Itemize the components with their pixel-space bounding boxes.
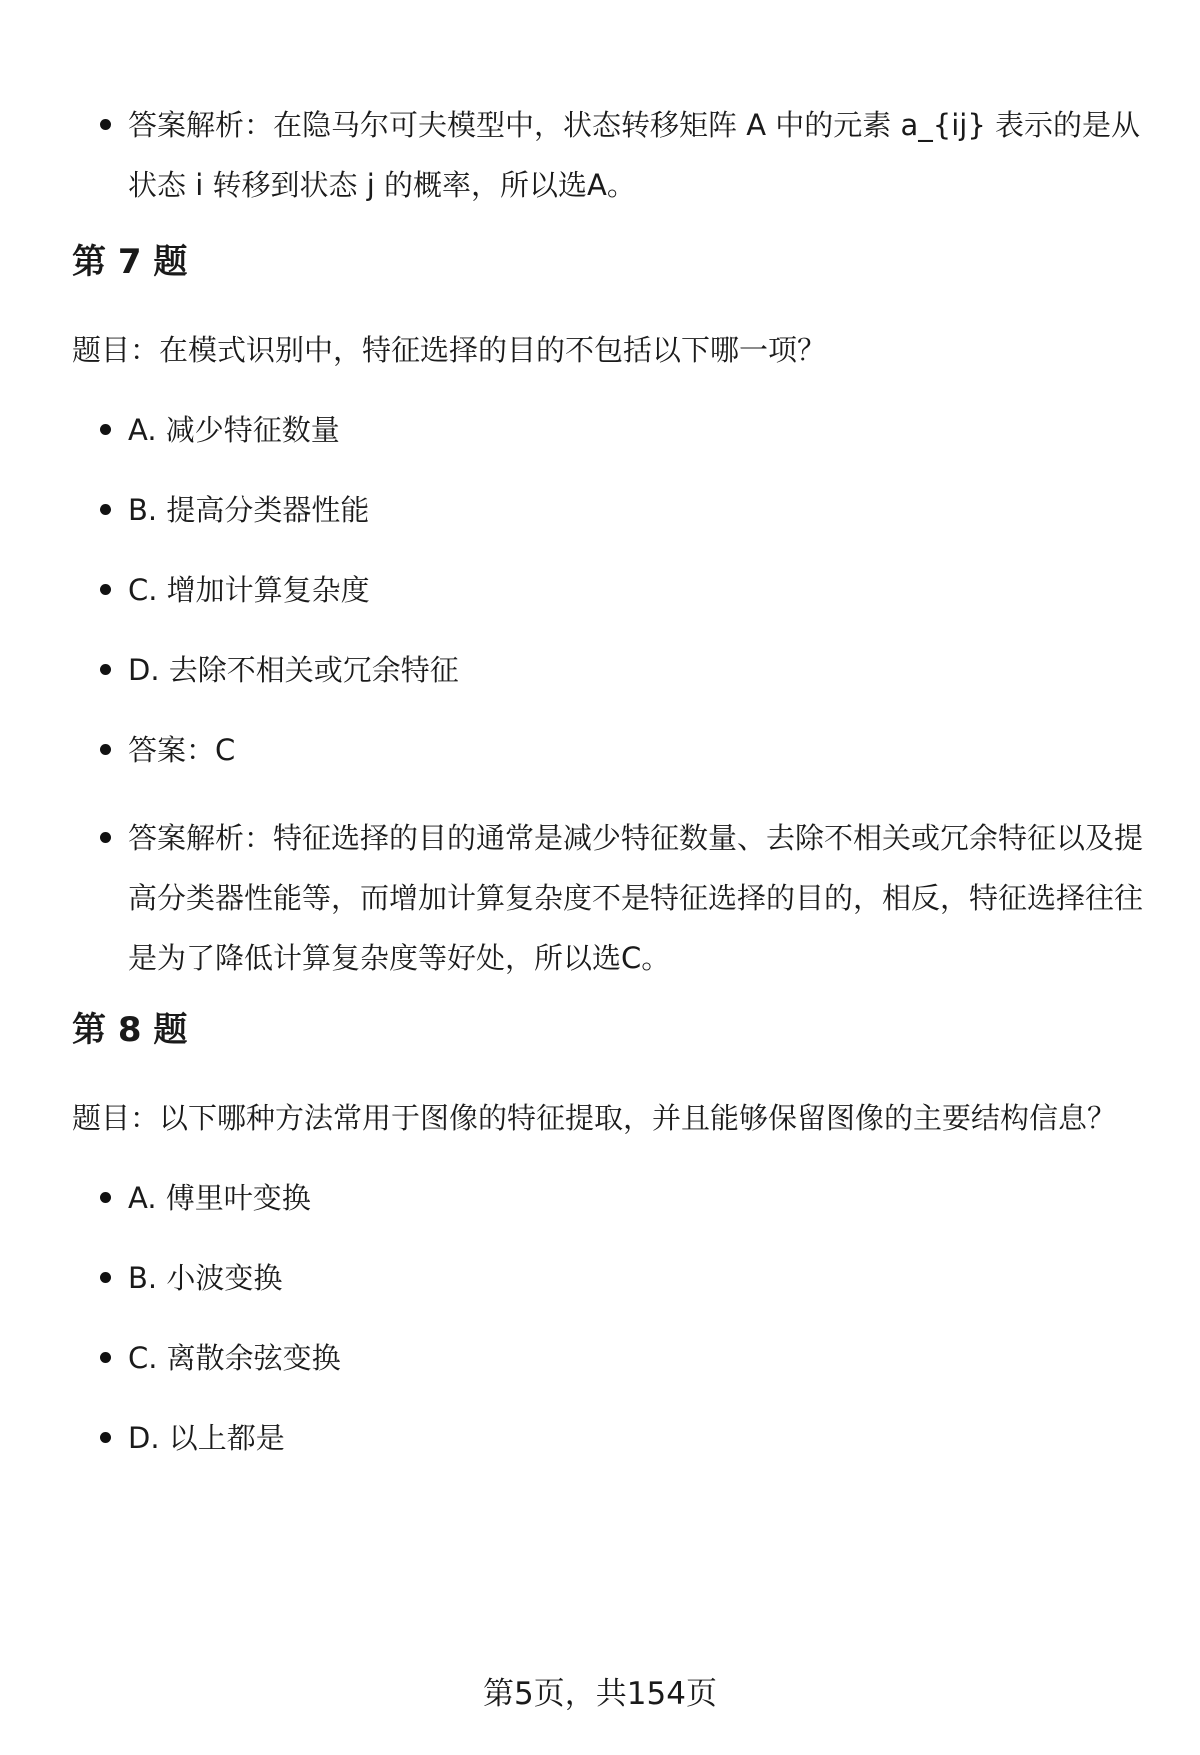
question-8-option-b: B. 小波变换 [128,1256,282,1300]
question-7-explanation: 答案解析：特征选择的目的通常是减少特征数量、去除不相关或冗余特征以及提高分类器性能等，而增加计算复杂度不是特征选择的目的，相反，特征选择往往是为了降低计算复杂度等好处，所以选C。 [128,808,1158,988]
question-7-option-c: C. 增加计算复杂度 [128,568,370,612]
question-7-heading: 第 7 题 [72,242,188,282]
question-8-option-d: D. 以上都是 [128,1416,285,1460]
question-7-answer: 答案：C [128,728,235,772]
question-8-text: 题目：以下哪种方法常用于图像的特征提取，并且能够保留图像的主要结构信息？ [72,1101,1117,1135]
question-7-option-b: B. 提高分类器性能 [128,488,369,532]
question-7-option-a: A. 减少特征数量 [128,408,340,452]
question-8-option-a: A. 傅里叶变换 [128,1176,311,1220]
page-number-footer: 第5页，共154页 [483,1676,717,1712]
question-7-text: 题目：在模式识别中，特征选择的目的不包括以下哪一项？ [72,333,827,367]
question-7-option-d: D. 去除不相关或冗余特征 [128,648,459,692]
question-8-heading: 第 8 题 [72,1010,188,1050]
previous-answer-explanation: 答案解析：在隐马尔可夫模型中，状态转移矩阵 A 中的元素 a_{ij} 表示的是从状态 i 转移到状态 j 的概率，所以选A。 [128,95,1158,215]
question-8-option-c: C. 离散余弦变换 [128,1336,341,1380]
